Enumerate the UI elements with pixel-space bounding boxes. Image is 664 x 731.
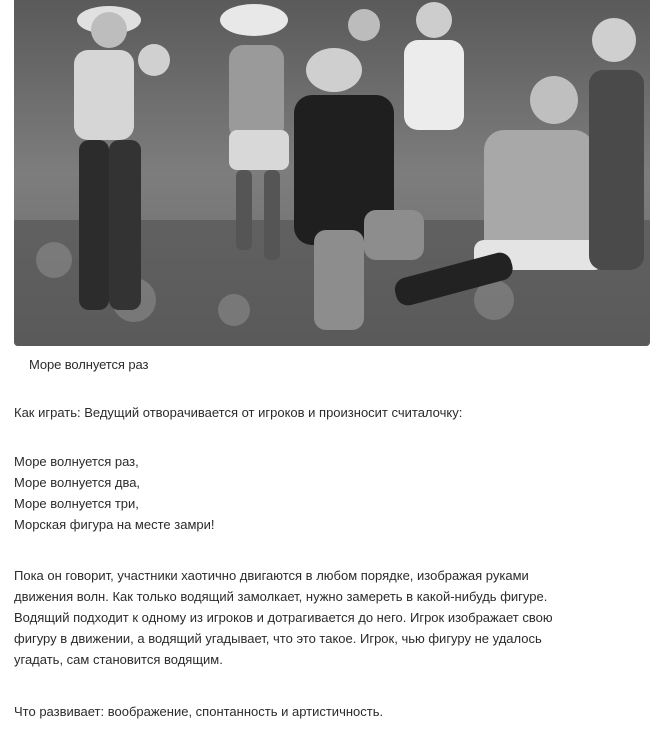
- how-to-play-line: Как играть: Ведущий отворачивается от игроков и произносит считалочку:: [14, 405, 463, 420]
- photo-caption: Море волнуется раз: [29, 357, 149, 372]
- rhyme-line-1: Море волнуется раз,: [14, 454, 139, 469]
- description-line-1: Пока он говорит, участники хаотично двигаются в любом порядке, изображая руками: [14, 568, 529, 583]
- develops-text: [14, 701, 644, 722]
- game-description: [14, 565, 644, 670]
- description-line-5: угадать, сам становится водящим.: [14, 652, 223, 667]
- rhyme-line-3: Море волнуется три,: [14, 496, 139, 511]
- how-to-play-text: [14, 402, 644, 423]
- description-line-4: фигуру в движении, а водящий угадывает, что это такое. Игрок, чью фигуру не удалось: [14, 631, 542, 646]
- rhyme-line-2: Море волнуется два,: [14, 475, 141, 490]
- children-playing-photo: [14, 0, 650, 346]
- develops-line: Что развивает: воображение, спонтанность и артистичность.: [14, 704, 384, 719]
- description-line-3: Водящий подходит к одному из игроков и дотрагивается до него. Игрок изображает свою: [14, 610, 553, 625]
- photo-illustration: [14, 0, 650, 346]
- rhyme-line-4: Морская фигура на месте замри!: [14, 517, 215, 532]
- description-line-2: движения волн. Как только водящий замолкает, нужно замереть в какой-нибудь фигуре.: [14, 589, 548, 604]
- counting-rhyme: [14, 451, 644, 535]
